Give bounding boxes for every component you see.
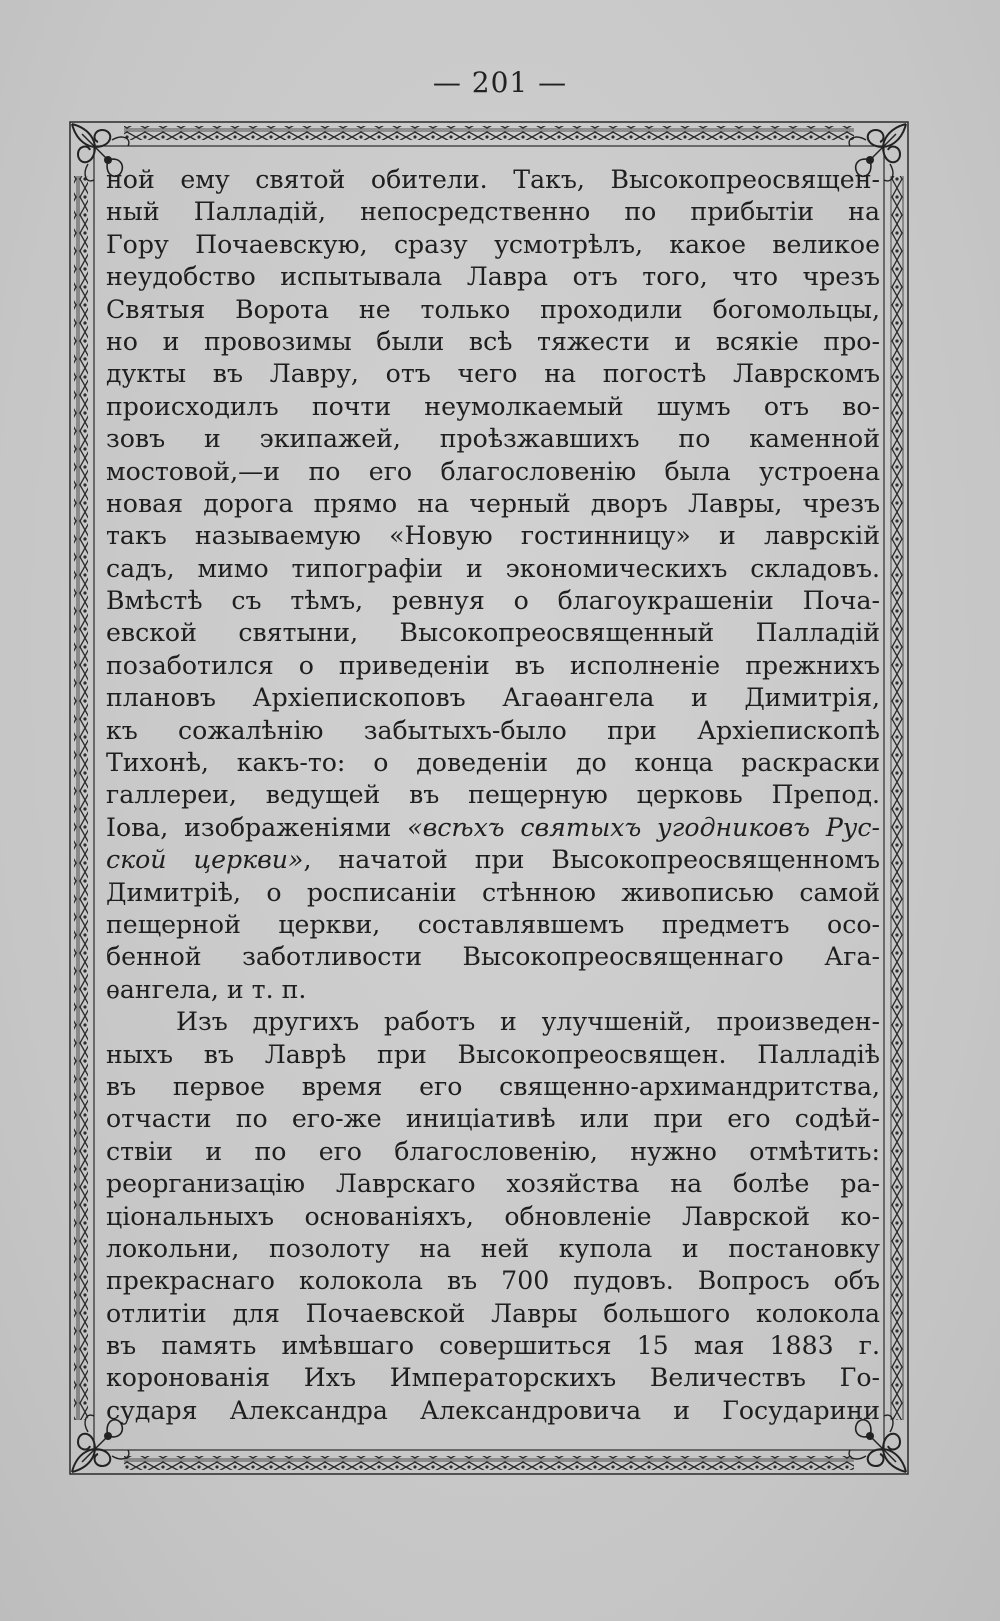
text-line: галлереи, ведущей въ пещерную церковь Препод. [106,780,880,810]
text-line: отчасти по его-же иниціативѣ или при его содѣй- [106,1104,880,1134]
text-line: ной ему святой обители. Такъ, Высокопреосвящен- [106,165,880,194]
text-line: бенной заботливости Высокопреосвященнаго Ага- [106,942,880,972]
text-segment: , начатой при Высокопреосвященномъ [303,845,880,875]
text-line: Святыя Ворота не только проходили богомольцы, [106,294,880,324]
text-line [106,812,880,844]
text-line: сударя Александра Александровича и Государини [106,1395,880,1425]
text-line: такъ называемую «Новую гостинницу» и лаврскій [106,521,880,551]
text-line: въ первое время его священно-архимандритства, [106,1071,880,1101]
text-line: садъ, мимо типографіи и экономическихъ складовъ. [106,553,880,583]
italic-phrase: «всѣхъ святыхъ угодниковъ Рус- [407,812,880,842]
text-line: Вмѣстѣ съ тѣмъ, ревнуя о благоукрашеніи Поча- [106,586,880,616]
body-text [106,164,880,1454]
text-line: ный Палладій, непосредственно по прибытіи на [106,197,880,227]
text-line: плановъ Архіепископовъ Агаѳангела и Димитрія, [106,683,880,713]
text-line [106,844,880,876]
text-line: происходилъ почти неумолкаемый шумъ отъ во- [106,391,880,421]
text-line: коронованія Ихъ Императорскихъ Величествъ Го- [106,1363,880,1393]
text-line: Димитріѣ, о росписаніи стѣнною живописью самой [106,877,880,907]
text-line: ствіи и по его благословенію, нужно отмѣтить: [106,1136,880,1166]
text-line: Тихонѣ, какъ-то: о доведеніи до конца раскраски [106,748,880,778]
text-segment: Іова, изображеніями [106,812,408,842]
text-line: къ сожалѣнію забытыхъ-было при Архіепископѣ [106,715,880,745]
text-line: въ память имѣвшаго совершиться 15 мая 1883 г. [106,1331,880,1361]
text-line: локольни, позолоту на ней купола и постановку [106,1233,880,1263]
page-number: — 201 — [432,66,568,99]
text-line: мостовой,—и по его благословенію была устроена [106,456,880,486]
text-line: Гору Почаевскую, сразу усмотрѣлъ, какое великое [106,229,880,259]
italic-phrase: ской церкви» [106,845,304,875]
text-line: ныхъ въ Лаврѣ при Высокопреосвящен. Палладіѣ [106,1039,880,1069]
text-line: новая дорога прямо на черный дворъ Лавры, чрезъ [106,488,880,518]
text-line: зовъ и экипажей, проѣзжавшихъ по каменной [106,424,880,454]
text-line: ѳангела, и т. п. [106,974,307,1004]
text-line: реорганизацію Лаврскаго хозяйства на болѣе ра- [106,1169,880,1199]
text-line: прекраснаго колокола въ 700 пудовъ. Вопросъ объ [106,1266,880,1296]
ornamental-frame [64,116,914,1480]
text-line: позаботился о приведеніи въ исполненіе прежнихъ [106,650,880,680]
text-line: отлитіи для Почаевской Лавры большого колокола [106,1298,880,1328]
text-line: пещерной церкви, составлявшемъ предметъ осо- [106,909,880,939]
text-line: евской святыни, Высокопреосвященный Палладій [106,618,880,648]
text-line: неудобство испытывала Лавра отъ того, что чрезъ [106,262,880,292]
text-line: ціональныхъ основаніяхъ, обновленіе Лаврской ко- [106,1201,880,1231]
text-line: Изъ другихъ работъ и улучшеній, произведен- [176,1007,880,1037]
text-line: дукты въ Лавру, отъ чего на погостѣ Лаврскомъ [106,359,880,389]
text-line: но и провозимы были всѣ тяжести и всякіе про- [106,326,880,356]
